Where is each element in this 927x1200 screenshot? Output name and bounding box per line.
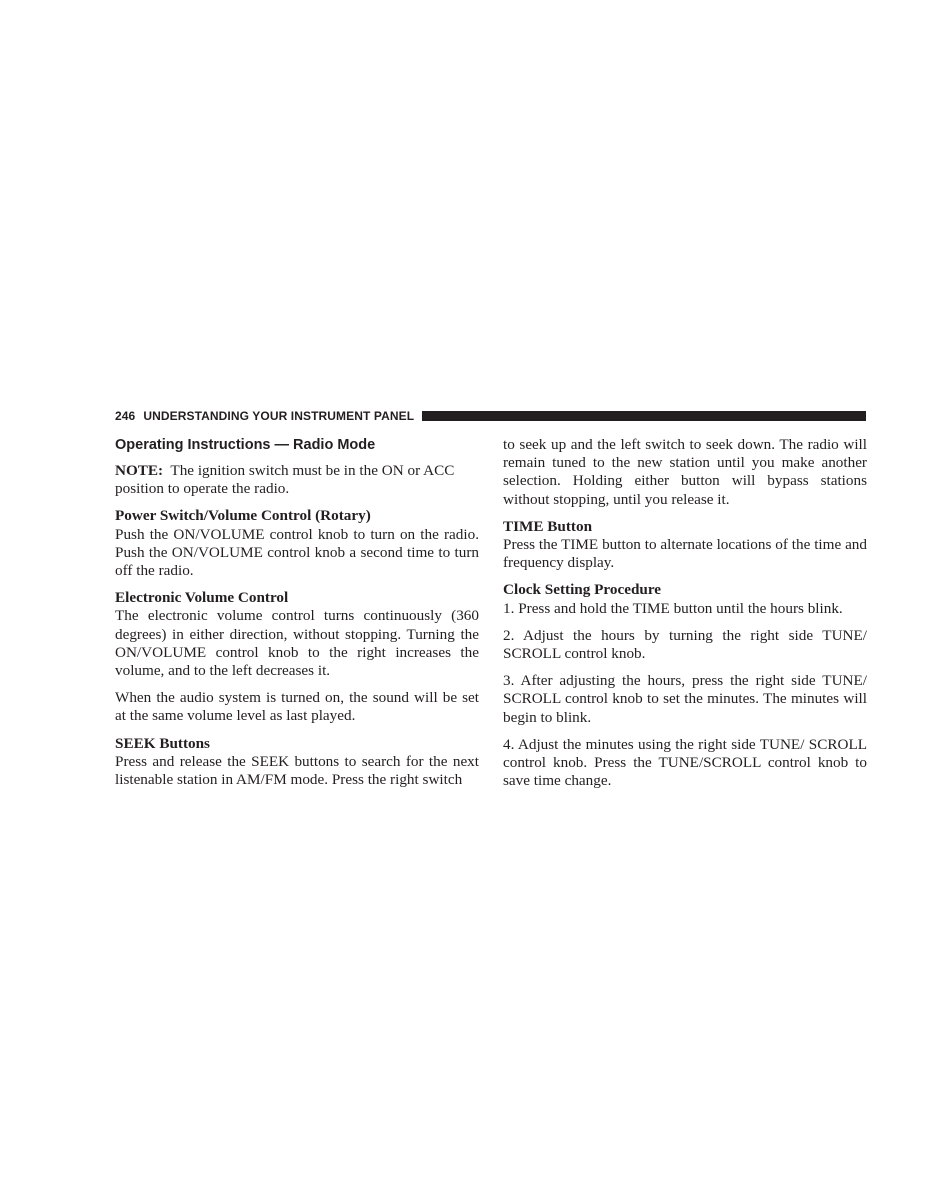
time-heading: TIME Button	[503, 517, 593, 535]
evc-section	[115, 589, 479, 680]
evc-text: The electronic volume control turns continuously (360 degrees) in either direction, without stopping. Turning the ON/VOLUME control knob to the right increases the volume, and to the left decreases it.	[115, 607, 479, 680]
evc-heading: Electronic Volume Control	[115, 589, 289, 607]
note-paragraph	[115, 462, 479, 498]
audio-paragraph: When the audio system is turned on, the sound will be set at the same volume level as last played.	[115, 689, 479, 725]
time-text: Press the TIME button to alternate locations of the time and frequency display.	[503, 536, 867, 572]
header-rule	[422, 411, 866, 421]
clock-section	[503, 581, 867, 617]
page-header	[115, 408, 866, 424]
note-text: The ignition switch must be in the ON or ACC position to operate the radio.	[115, 462, 459, 498]
page-number: 246	[115, 409, 136, 423]
power-text: Push the ON/VOLUME control knob to turn on the radio. Push the ON/VOLUME control knob a second time to turn off the radio.	[115, 525, 479, 580]
section-heading: Operating Instructions — Radio Mode	[115, 437, 376, 453]
left-column	[115, 436, 479, 798]
clock-step-1: 1. Press and hold the TIME button until the hours blink.	[503, 599, 843, 617]
clock-step-3: 3. After adjusting the hours, press the right side TUNE/ SCROLL control knob to set the minutes. The minutes will begin to blink.	[503, 672, 867, 726]
seek-heading: SEEK Buttons	[115, 734, 210, 752]
seek-text: Press and release the SEEK buttons to search for the next listenable station in AM/FM mode. Press the right switch	[115, 752, 479, 789]
right-column	[503, 436, 867, 799]
seek-section	[115, 735, 479, 790]
power-section	[115, 507, 479, 580]
clock-step-2: 2. Adjust the hours by turning the right side TUNE/ SCROLL control knob.	[503, 626, 867, 663]
clock-heading: Clock Setting Procedure	[503, 581, 662, 599]
time-section	[503, 518, 867, 573]
note-label: NOTE:	[115, 462, 164, 479]
power-heading: Power Switch/Volume Control (Rotary)	[115, 507, 371, 525]
running-title: UNDERSTANDING YOUR INSTRUMENT PANEL	[143, 409, 415, 423]
clock-step-4: 4. Adjust the minutes using the right side TUNE/ SCROLL control knob. Press the TUNE/SCROLL control knob to save time change.	[503, 735, 867, 790]
seek-continued-paragraph: to seek up and the left switch to seek down. The radio will remain tuned to the new station until you make another selection. Holding either button will bypass stations without stopping, until you release it.	[503, 436, 867, 508]
